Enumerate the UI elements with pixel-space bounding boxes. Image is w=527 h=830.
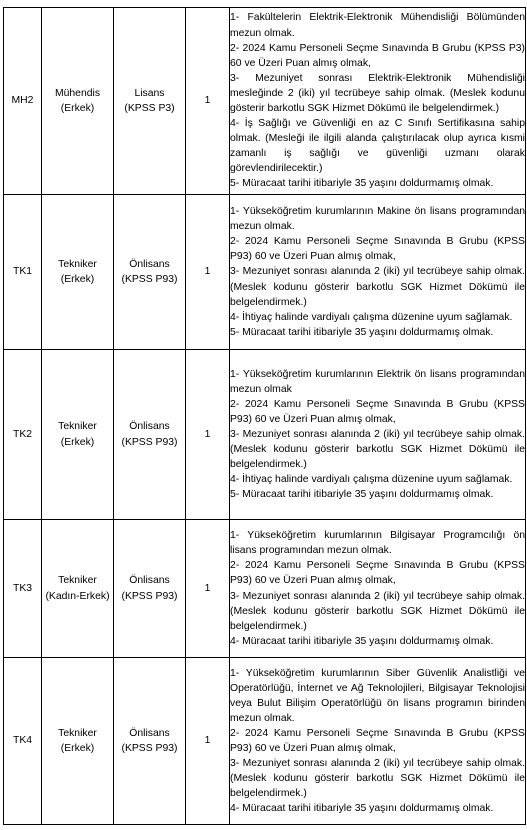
table-row [4, 8, 526, 195]
kpss-score-type: (KPSS P3) [124, 103, 175, 114]
requirement-item: 3- Mezuniyet sonrası alanında 2 (iki) yıl tecrübeye sahip olmak. (Meslek kodunu gösterir barkotlu SGK Hizmet Dökümü ile belgelendirmek.) [230, 266, 525, 308]
table-row [4, 658, 526, 825]
requirement-item: 5- Müracaat tarihi itibariyle 35 yaşını doldurmamış olmak. [230, 178, 494, 190]
requirements-cell [230, 195, 526, 350]
requirement-item: 2- 2024 Kamu Personeli Seçme Sınavında B Grubu (KPSS P93) 60 ve Üzeri Puan almış olmak, [230, 560, 525, 587]
requirement-item: 5- Müracaat tarihi itibariyle 35 yaşını doldurmamış olmak. [230, 326, 494, 338]
education-level: Önlisans [129, 575, 170, 587]
table-row [4, 520, 526, 658]
education-level: Lisans [134, 87, 165, 99]
education-level: Önlisans [129, 258, 170, 270]
position-code-cell [4, 520, 42, 658]
position-count: 1 [204, 95, 211, 107]
position-code: TK3 [12, 582, 33, 594]
table-row [4, 350, 526, 520]
position-title: Tekniker [58, 421, 97, 433]
position-title-cell [42, 658, 114, 825]
kpss-score-type: (KPSS P93) [121, 590, 178, 602]
position-title: Tekniker [58, 258, 97, 270]
positions-table [3, 7, 526, 825]
requirement-item: 4- Müracaat tarihi itibariyle 35 yaşını doldurmamış olmak. [230, 803, 494, 815]
position-title-cell [42, 195, 114, 350]
position-count-cell [186, 350, 230, 520]
requirements-cell [230, 350, 526, 520]
requirement-item: 1- Yükseköğretim kurumlarının Siber Güvenlik Analistliği ve Operatörlüğü, İnternet ve Ağ Teknolojileri, Bilgisayar Teknolojisi veya Bulut Bilişim Operatörlüğü ön lisans programın birinden mezun olmak. [230, 667, 525, 724]
requirement-item: 3- Mezuniyet sonrası alanında 2 (iki) yıl tecrübeye sahip olmak. (Meslek kodunu gösterir barkotlu SGK Hizmet Dökümü ile belgelendirmek.) [230, 428, 525, 471]
position-count-cell [186, 8, 230, 195]
position-code: TK4 [12, 735, 33, 747]
requirement-item: 2- 2024 Kamu Personeli Seçme Sınavında B Grubu (KPSS P93) 60 ve Üzeri Puan almış olmak, [230, 398, 525, 425]
position-gender: (Erkek) [60, 103, 95, 114]
education-level-cell [114, 520, 186, 658]
education-level: Önlisans [129, 421, 170, 433]
position-code: TK1 [12, 266, 33, 278]
education-level-cell [114, 195, 186, 350]
kpss-score-type: (KPSS P93) [121, 436, 178, 448]
requirement-item: 1- Fakültelerin Elektrik-Elektronik Mühendisliği Bölümünden mezun olmak. [230, 12, 525, 39]
education-level-cell [114, 658, 186, 825]
requirement-item: 3- Mezuniyet sonrası Elektrik-Elektronik Mühendisliği mesleğinde 2 (iki) yıl tecrübeye sahip olmak. (Meslek kodunu gösterir barkotlu SGK Hizmet Dökümü ile belgelendirmek.) [230, 72, 525, 114]
position-code: TK2 [12, 428, 33, 440]
requirement-item: 2- 2024 Kamu Personeli Seçme Sınavında B Grubu (KPSS P93) 60 ve Üzeri Puan almış olmak, [230, 727, 525, 754]
requirement-item: 1- Yükseköğretim kurumlarının Elektrik ön lisans programından mezun olmak [230, 368, 525, 395]
position-title: Mühendis [54, 87, 101, 99]
position-count: 1 [204, 582, 211, 594]
requirement-item: 4- İş Sağlığı ve Güvenliği en az C Sınıfı Sertifikasına sahip olmak. (Mesleği ile ilgili alanda çalıştırılacak olup ayrıca kısmi zamanlı iş sağlığı ve güvenliği uzmanı olarak görevlendirilecektir.) [230, 118, 525, 175]
requirement-item: 2- 2024 Kamu Personeli Seçme Sınavında B Grubu (KPSS P3) 60 ve Üzeri Puan almış olmak, [230, 42, 525, 69]
position-title: Tekniker [58, 727, 97, 739]
requirement-item: 3- Mezuniyet sonrası alanında 2 (iki) yıl tecrübeye sahip olmak. (Meslek kodunu gösterir barkotlu SGK Hizmet Dökümü ile belgelendirmek.) [230, 590, 525, 632]
position-count-cell [186, 195, 230, 350]
position-gender: (Kadın-Erkek) [45, 590, 110, 602]
position-count: 1 [204, 266, 211, 278]
requirements-cell [230, 658, 526, 825]
table-row [4, 195, 526, 350]
requirement-item: 5- Müracaat tarihi itibariyle 35 yaşını doldurmamış olmak. [230, 489, 494, 501]
education-level: Önlisans [129, 727, 170, 739]
requirements-cell [230, 520, 526, 658]
position-code-cell [4, 350, 42, 520]
position-code-cell [4, 8, 42, 195]
position-gender: (Erkek) [60, 436, 95, 448]
requirement-item: 4- Müracaat tarihi itibariyle 35 yaşını doldurmamış olmak. [230, 635, 494, 647]
position-title-cell [42, 520, 114, 658]
position-title-cell [42, 350, 114, 520]
position-code: MH2 [11, 95, 34, 107]
position-gender: (Erkek) [60, 274, 95, 285]
requirements-cell [230, 8, 526, 195]
position-count-cell [186, 658, 230, 825]
education-level-cell [114, 350, 186, 520]
kpss-score-type: (KPSS P93) [121, 743, 178, 754]
position-title-cell [42, 8, 114, 195]
position-count: 1 [204, 735, 211, 747]
education-level-cell [114, 8, 186, 195]
position-code-cell [4, 658, 42, 825]
kpss-score-type: (KPSS P93) [121, 274, 178, 285]
requirement-item: 1- Yükseköğretim kurumlarının Makine ön lisans programından mezun olmak. [230, 206, 525, 233]
requirement-item: 3- Mezuniyet sonrası alanında 2 (iki) yıl tecrübeye sahip olmak. (Meslek kodunu gösterir barkotlu SGK Hizmet Dökümü ile belgelendirmek.) [230, 758, 525, 800]
requirement-item: 2- 2024 Kamu Personeli Seçme Sınavında B Grubu (KPSS P93) 60 ve Üzeri Puan almış olmak, [230, 236, 525, 263]
requirement-item: 1- Yükseköğretim kurumlarının Bilgisayar Programcılığı ön lisans programından mezun olmak. [230, 530, 525, 557]
position-code-cell [4, 195, 42, 350]
position-gender: (Erkek) [60, 743, 95, 754]
requirement-item: 4- İhtiyaç halinde vardiyalı çalışma düzenine uyum sağlamak. [230, 311, 513, 323]
position-count: 1 [204, 428, 211, 440]
position-count-cell [186, 520, 230, 658]
requirement-item: 4- İhtiyaç halinde vardiyalı çalışma düzenine uyum sağlamak. [230, 474, 513, 486]
position-title: Tekniker [58, 575, 97, 587]
